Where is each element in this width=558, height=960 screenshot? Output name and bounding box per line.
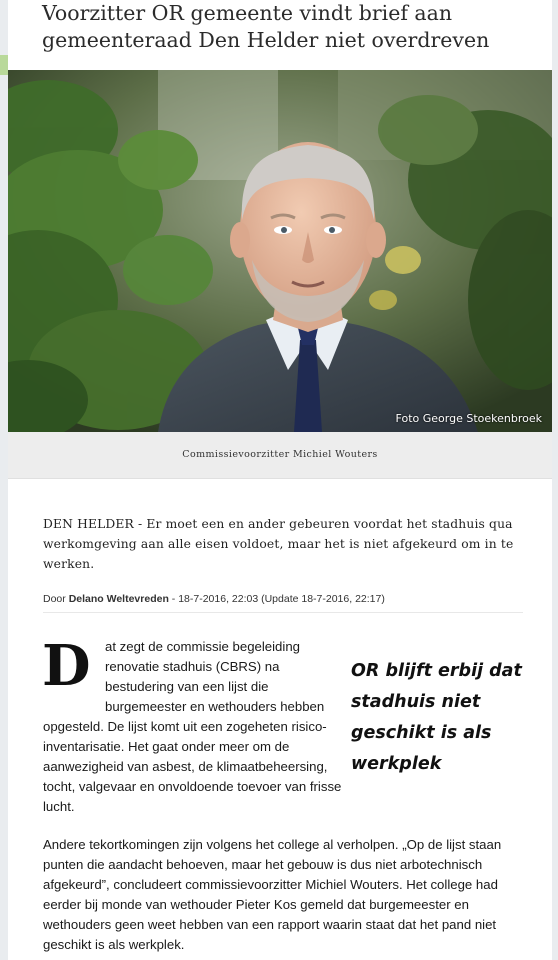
article-intro: DEN HELDER - Er moet een en ander gebeuren voordat het stadhuis qua werkomgeving aan alle eisen voldoet, maar het is niet afgekeurd om in te werken.	[43, 517, 514, 571]
paragraph-1-top: at zegt de commissie begeleiding renovatie stadhuis (CBRS) na bestudering van een lijst die burgemeester en wethouders hebben	[105, 639, 325, 714]
pull-quote: OR blijft erbij dat stadhuis niet geschikt is als werkplek	[351, 661, 522, 774]
drop-cap: D	[42, 633, 91, 699]
page-frame-right	[552, 0, 558, 960]
photo-credit: Foto George Stoekenbroek	[395, 412, 542, 425]
paragraph-1-bottom: opgesteld. De lijst komt uit een zogeheten risico-inventarisatie. Het gaat onder meer om de aanwezigheid van asbest, de klimaatbeheersing, tocht, valgevaar en onvoldoende toevoer van frisse lucht.	[43, 719, 342, 814]
photo-caption: Commissievoorzitter Michiel Wouters	[182, 449, 378, 460]
byline-divider	[43, 612, 523, 613]
page-frame-left	[0, 0, 8, 960]
article-title: Voorzitter OR gemeente vindt brief aan gemeenteraad Den Helder niet overdreven	[42, 1, 490, 52]
hero-photo	[8, 70, 552, 432]
byline	[43, 593, 523, 605]
byline-date: - 18-7-2016, 22:03 (Update 18-7-2016, 22:17)	[171, 593, 385, 605]
accent-edge	[0, 55, 8, 75]
paragraph-2: Andere tekortkomingen zijn volgens het college al verholpen. „Op de lijst staan punten die aandacht behoeven, maar het gebouw is dus niet arbotechnisch afgekeurd”, concludeert commissievoorzitter Michiel Wouters. Het college had eerder bij monde van wethouder Pieter Kos gemeld dat burgemeester en wethouders geen weet hebben van een rapport waarin staat dat het pand niet geschikt is als werkplek.	[43, 837, 502, 952]
caption-bar	[8, 432, 552, 479]
article-page	[8, 0, 552, 960]
author-link[interactable]: Delano Weltevreden	[68, 593, 169, 605]
byline-prefix: Door	[43, 593, 66, 605]
portrait-photo-illustration	[8, 70, 552, 432]
